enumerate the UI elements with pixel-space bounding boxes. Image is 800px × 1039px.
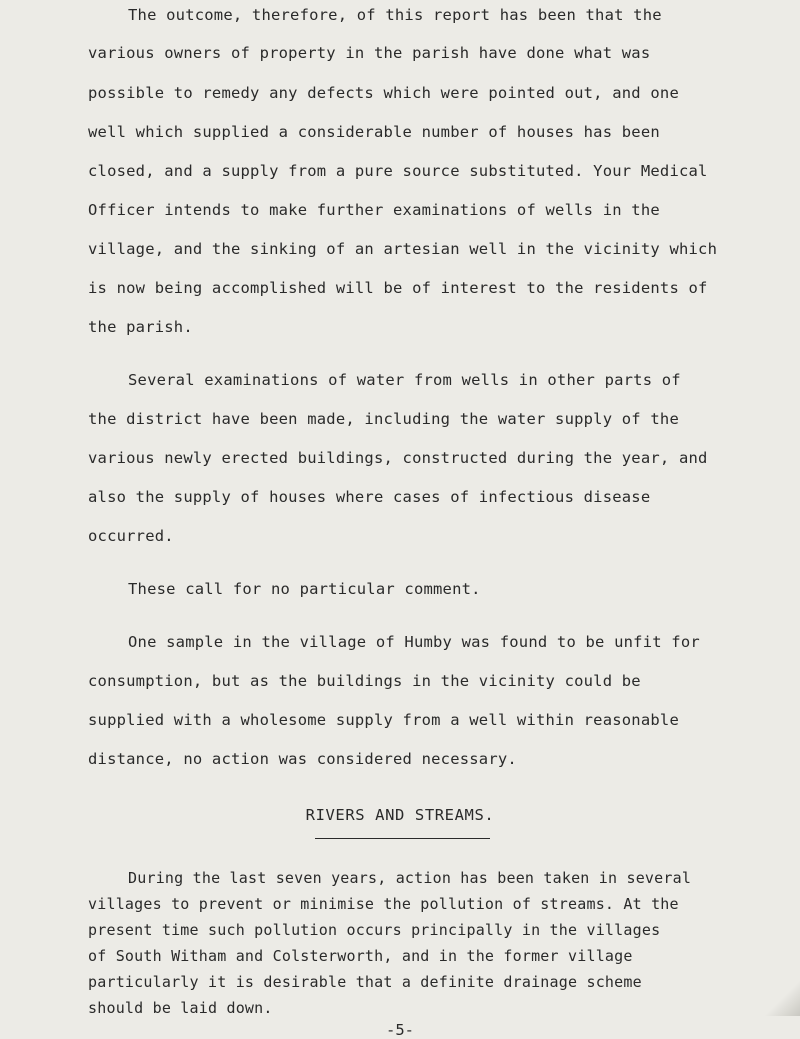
text-line: During the last seven years, action has been taken in several bbox=[128, 869, 692, 887]
text-line: closed, and a supply from a pure source substituted. Your Medical bbox=[88, 162, 708, 180]
heading-underline bbox=[315, 838, 490, 839]
page-corner-shadow bbox=[760, 976, 800, 1016]
text-line: present time such pollution occurs principally in the villages bbox=[88, 921, 661, 939]
text-line: well which supplied a considerable number of houses has been bbox=[88, 123, 660, 141]
text-line: consumption, but as the buildings in the vicinity could be bbox=[88, 672, 641, 690]
section-heading: RIVERS AND STREAMS. bbox=[305, 806, 495, 824]
text-line: also the supply of houses where cases of infectious disease bbox=[88, 488, 651, 506]
text-line: occurred. bbox=[88, 527, 174, 545]
text-line: the parish. bbox=[88, 318, 193, 336]
text-line: of South Witham and Colsterworth, and in the former village bbox=[88, 947, 633, 965]
text-line: These call for no particular comment. bbox=[128, 580, 481, 598]
text-line: Officer intends to make further examinations of wells in the bbox=[88, 201, 660, 219]
text-line: should be laid down. bbox=[88, 999, 273, 1017]
text-line: the district have been made, including the water supply of the bbox=[88, 410, 679, 428]
text-line: is now being accomplished will be of interest to the residents of bbox=[88, 279, 708, 297]
text-line: The outcome, therefore, of this report has been that the bbox=[128, 6, 662, 24]
text-line: particularly it is desirable that a definite drainage scheme bbox=[88, 973, 642, 991]
text-line: various owners of property in the parish have done what was bbox=[88, 44, 651, 62]
text-line: village, and the sinking of an artesian well in the vicinity which bbox=[88, 240, 718, 258]
text-line: distance, no action was considered necessary. bbox=[88, 750, 517, 768]
text-line: supplied with a wholesome supply from a well within reasonable bbox=[88, 711, 679, 729]
text-line: various newly erected buildings, constructed during the year, and bbox=[88, 449, 708, 467]
text-line: villages to prevent or minimise the pollution of streams. At the bbox=[88, 895, 679, 913]
text-line: possible to remedy any defects which were pointed out, and one bbox=[88, 84, 679, 102]
text-line: Several examinations of water from wells in other parts of bbox=[128, 371, 681, 389]
page-number: -5- bbox=[386, 1021, 414, 1039]
text-line: One sample in the village of Humby was found to be unfit for bbox=[128, 633, 700, 651]
